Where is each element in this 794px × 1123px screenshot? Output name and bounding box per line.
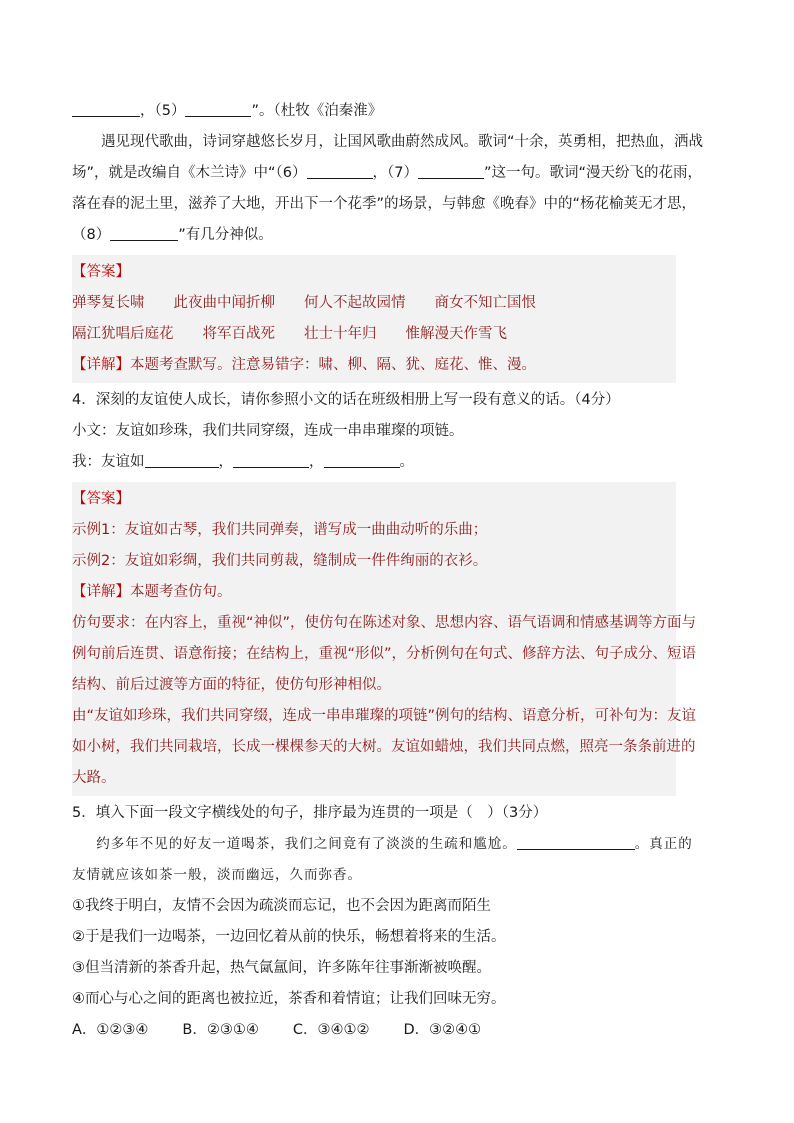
q4-stem: 4．深刻的友谊使人成长，请你参照小文的话在班级相册上写一段有意义的话。（4分） [72, 392, 620, 408]
q4-req-1: 仿句要求：在内容上，重视“神似”，使仿句在陈述对象、思想内容、语气语调和情感基调等方面与 [72, 615, 697, 631]
q3-para3: 落在春的泥土里，滋养了大地，开出下一个花季”的场景，与韩愈《晚春》中的“杨花榆荚无才思， [72, 196, 697, 212]
q5-options [72, 1015, 676, 1046]
answer-tag: 【答案】 [72, 264, 130, 280]
q4-analysis-1: 由“友谊如珍珠，我们共同穿缀，连成一串串璀璨的项链”例句的结构、语意分析，可补句为：友谊 [72, 708, 697, 724]
blank-4[interactable] [72, 100, 140, 117]
answer-tag: 【答案】 [72, 491, 130, 507]
q5-sentence-1: ①我终于明白，友情不会因为疏淡而忘记，也不会因为距离而陌生 [72, 898, 491, 914]
q4-detail: 【详解】本题考查仿句。 [72, 584, 232, 600]
q3-para2: 场”，就是改编自《木兰诗》中“（6） ，（7） ”这一句。歌词“漫天纷飞的花雨， [72, 158, 676, 189]
q5-sentence-4: ④而心与心之间的距离也被拉近，茶香和着情谊；让我们回味无穷。 [72, 991, 506, 1007]
option-d[interactable]: D．③②④① [403, 1022, 482, 1038]
q4-req-2: 例句前后连贯、语意衔接；在结构上，重视“形似”，分析例句在句式、修辞方法、句子成分、短语 [72, 646, 697, 662]
q4-example-1: 示例1：友谊如古琴，我们共同弹奏，谱写成一曲曲动听的乐曲； [72, 522, 488, 538]
q4-xiaowen: 小文：友谊如珍珠，我们共同穿缀，连成一串串璀璨的项链。 [72, 423, 464, 439]
q4-blank-3[interactable] [324, 451, 400, 468]
q4-req-3: 结构、前后过渡等方面的特征，使仿句形神相似。 [72, 677, 391, 693]
q3-para1: 遇见现代歌曲，诗词穿越悠长岁月，让国风歌曲蔚然成风。歌词“十余，英勇相，把热血，洒战 [101, 134, 704, 150]
q3-answer-line1: 弹琴复长啸 此夜曲中闻折柳 何人不起故园情 商女不知亡国恨 [72, 295, 536, 311]
blank-6[interactable] [307, 162, 373, 179]
q5-sentence-2: ②于是我们一边喝茶，一边回忆着从前的快乐，畅想着将来的生活。 [72, 929, 506, 945]
blank-8[interactable] [110, 224, 178, 241]
q3-answer-box [72, 255, 676, 383]
detail-tag: 【详解】 [72, 584, 130, 600]
option-b[interactable]: B．②③①④ [182, 1022, 259, 1038]
q5-passage-2: 友情就应该如茶一般，淡而幽远，久而弥香。 [72, 867, 362, 883]
blank-5[interactable] [185, 100, 251, 117]
q5-passage-1: 约多年不见的好友一道喝茶，我们之间竟有了淡淡的生疏和尴尬。 。真正的 [72, 829, 676, 860]
q5-blank[interactable] [517, 833, 635, 850]
blank-7[interactable] [418, 162, 484, 179]
q4-example-2: 示例2：友谊如彩绸，我们共同剪裁，缝制成一件件绚丽的衣衫。 [72, 553, 488, 569]
q5-stem: 5．填入下面一段文字横线处的句子，排序最为连贯的一项是（ ）（3分） [72, 805, 548, 821]
q3-answer-line2: 隔江犹唱后庭花 将军百战死 壮士十年归 惟解漫天作雪飞 [72, 326, 507, 342]
option-c[interactable]: C．③④①② [292, 1022, 370, 1038]
q3-line1: ，（5） ”。（杜牧《泊秦淮》 [72, 96, 676, 127]
q4-blank-2[interactable] [233, 451, 309, 468]
detail-tag: 【详解】 [72, 357, 130, 373]
q4-answer-box [72, 482, 697, 796]
q3-detail: 【详解】本题考查默写。注意易错字：啸、柳、隔、犹、庭花、惟、漫。 [72, 357, 536, 373]
q4-analysis-3: 大路。 [72, 770, 116, 786]
q5-sentence-3: ③但当清新的茶香升起，热气氤氲间，许多陈年往事渐渐被唤醒。 [72, 960, 491, 976]
q3-para4: （8） ”有几分神似。 [72, 220, 676, 251]
q4-me: 我：友谊如 ， ， 。 [72, 447, 676, 478]
q4-blank-1[interactable] [145, 451, 219, 468]
option-a[interactable]: A．①②③④ [72, 1022, 149, 1038]
q4-analysis-2: 如小树，我们共同栽培，长成一棵棵参天的大树。友谊如蜡烛，我们共同点燃，照亮一条条前进的 [72, 739, 696, 755]
document-page [72, 96, 704, 1046]
